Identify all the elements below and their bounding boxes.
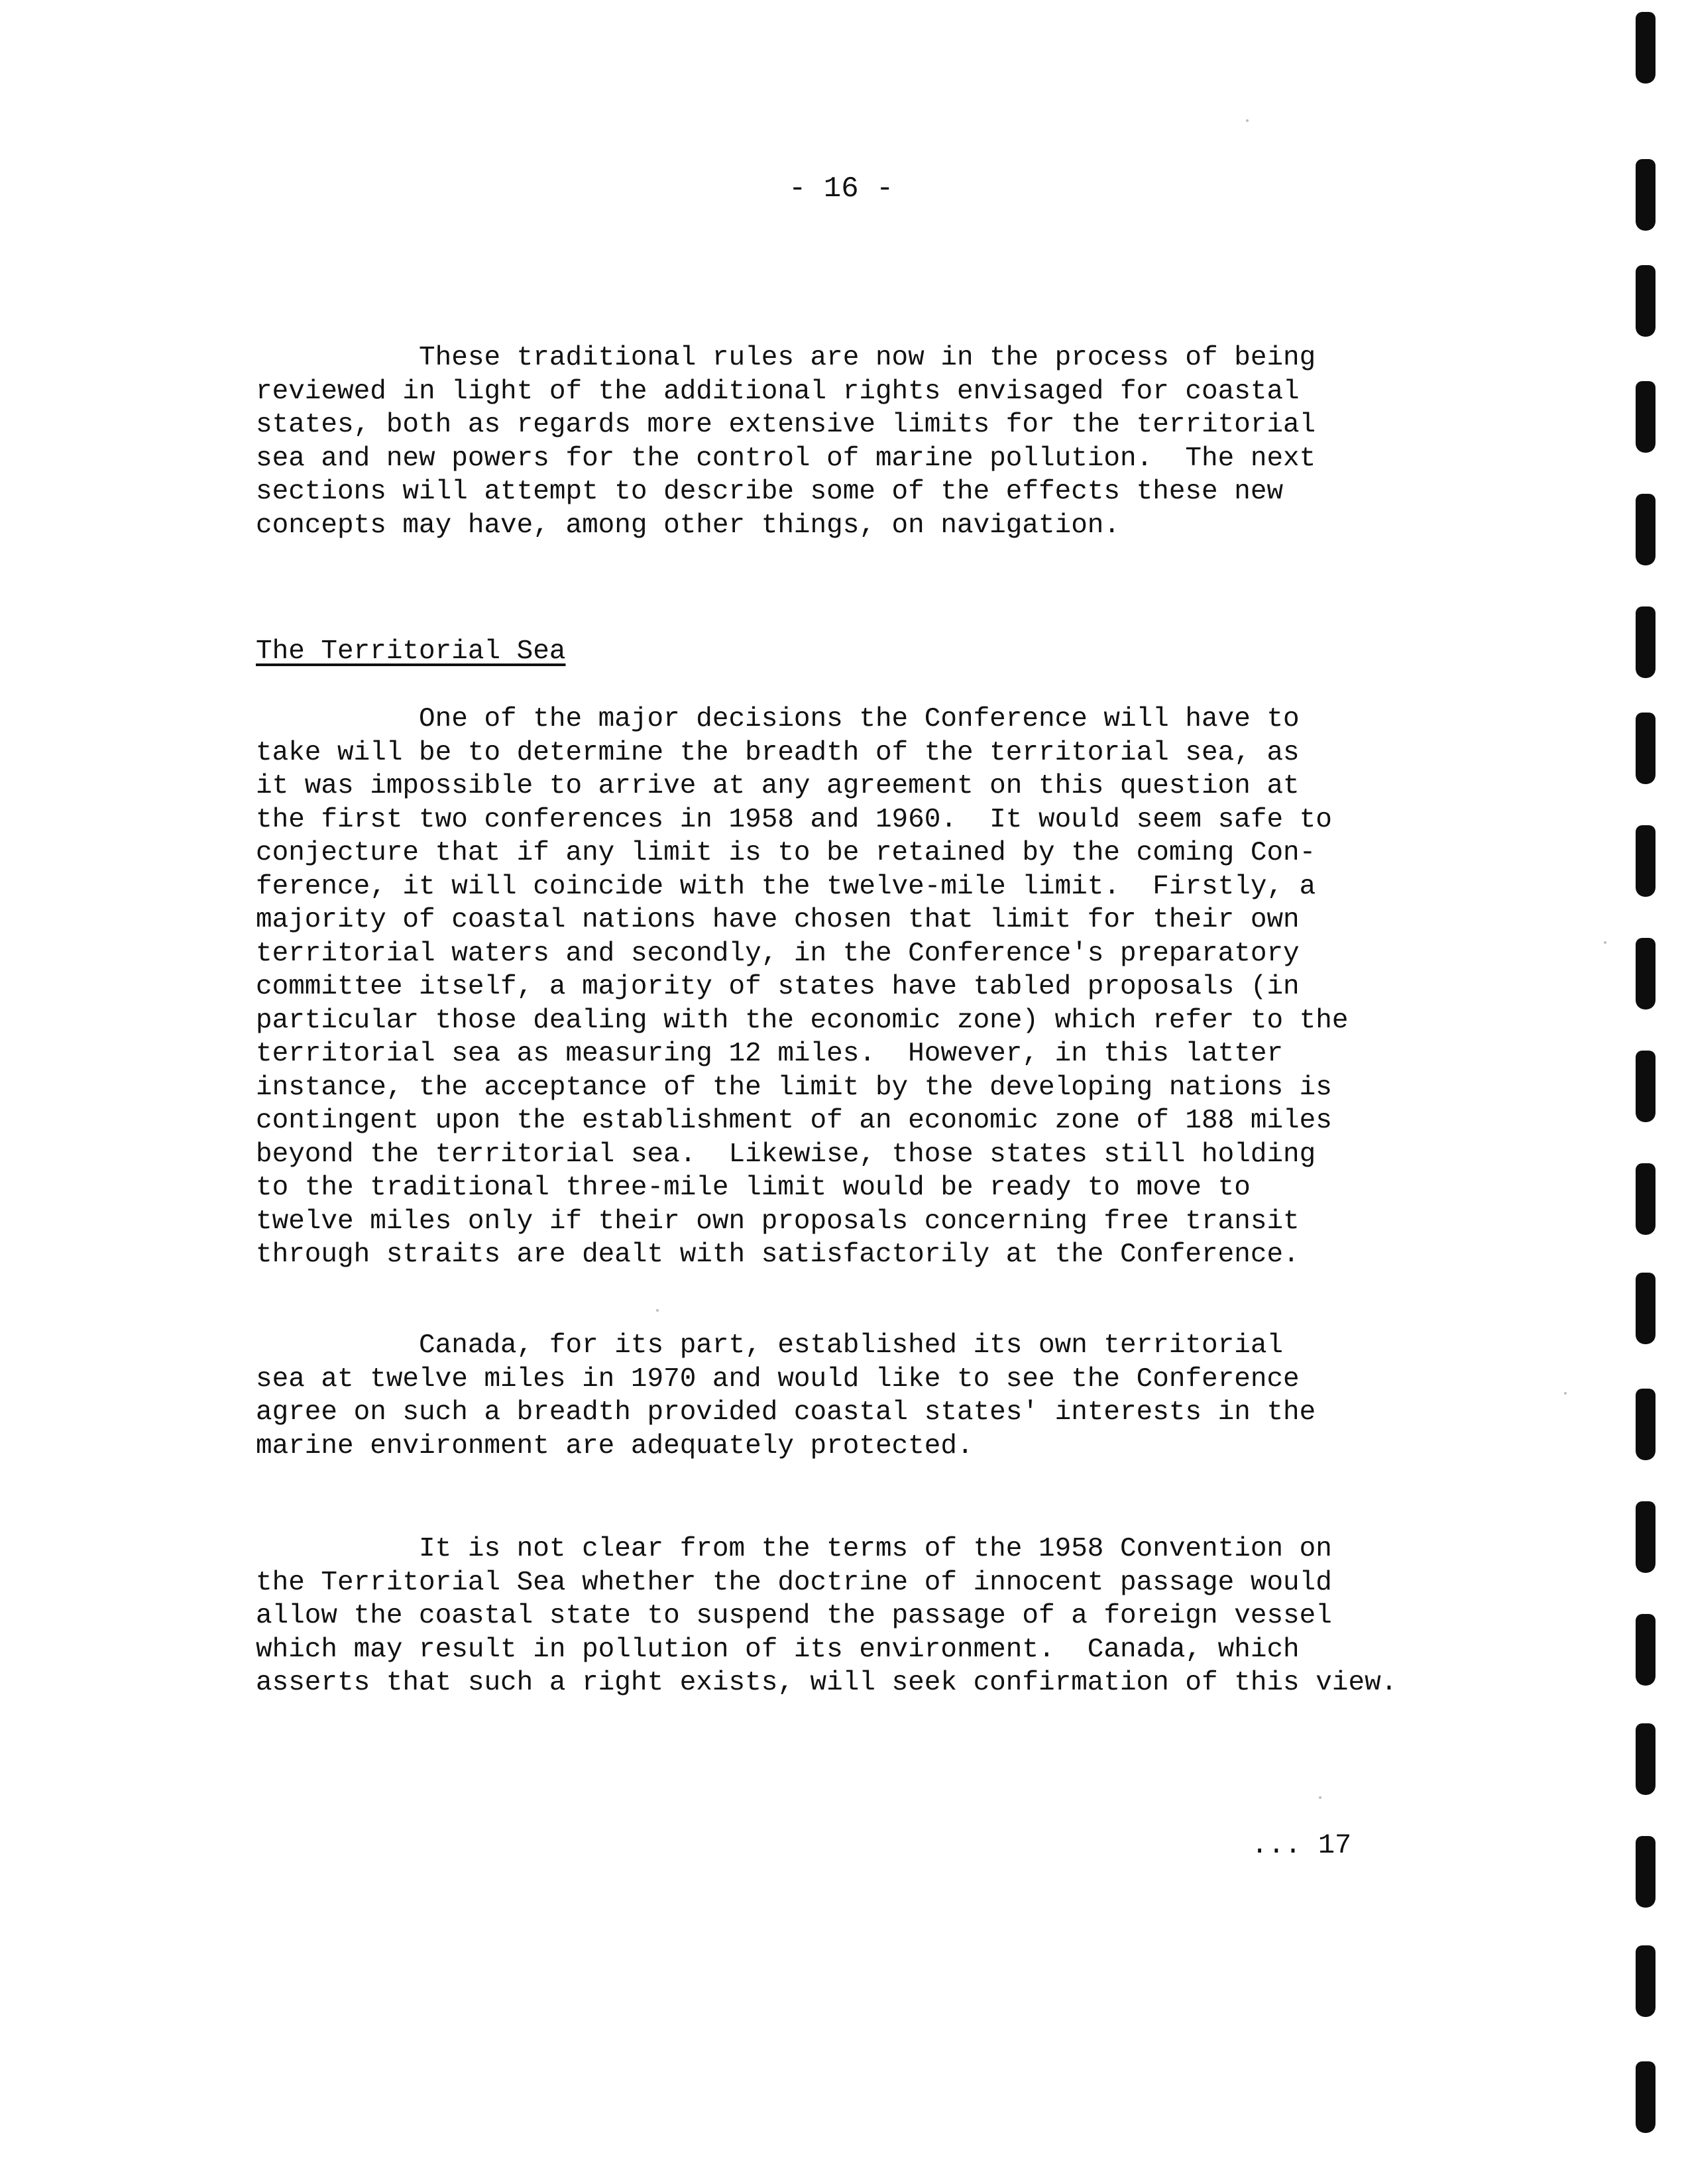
binding-hole [1636,1945,1656,2017]
section-heading-territorial-sea: The Territorial Sea [256,636,566,667]
binding-hole [1636,713,1656,784]
binding-hole [1636,1836,1656,1908]
binding-hole [1636,1389,1656,1460]
scan-speck [1246,119,1249,122]
continuation-marker: ... 17 [1251,1829,1352,1861]
binding-hole [1636,494,1656,565]
binding-hole [1636,1723,1656,1795]
binding-hole-strip [1629,0,1669,2184]
scan-speck [1319,1796,1321,1799]
paragraph-breadth-territorial-sea: One of the major decisions the Conference will have to take will be to determine the breadth of the territorial sea, as it was impossible to arrive at any agreement on this question at the first two conferences in 1958 and 1960. It would seem safe to conjecture that if any limit is to be retained by the coming Con- ference, it will coincide with the twelve-mile limit. Firstly, a majority of coastal nations have chosen that limit for their own territorial waters and secondly, in the Conference's preparatory committee itself, a majority of states have tabled proposals (in particular those dealing with the economic zone) which refer to the territorial sea as measuring 12 miles. However, in this latter instance, the acceptance of the limit by the developing nations is contingent upon the establishment of an economic zone of 188 miles beyond the territorial sea. Likewise, those states still holding to the traditional three-mile limit would be ready to move to twelve miles only if their own proposals concerning free transit through straits are dealt with satisfactorily at the Conference. [256,704,1349,1270]
paragraph-innocent-passage: It is not clear from the terms of the 1958 Convention on the Territorial Sea whether the doctrine of innocent passage would allow the coastal state to suspend the passage of a foreign vessel which may result in pollution of its environment. Canada, which asserts that such a right exists, will seek confirmation of this view. [256,1534,1398,1698]
page-number: - 16 - [789,172,894,205]
binding-hole [1636,938,1656,1009]
binding-hole [1636,1501,1656,1573]
binding-hole [1636,606,1656,678]
binding-hole [1636,265,1656,337]
binding-hole [1636,825,1656,897]
scan-speck [1564,1392,1567,1395]
binding-hole [1636,1163,1656,1235]
binding-hole [1636,2061,1656,2133]
binding-hole [1636,1051,1656,1122]
binding-hole [1636,1273,1656,1344]
binding-hole [1636,381,1656,453]
binding-hole [1636,159,1656,231]
paragraph-traditional-rules: These traditional rules are now in the process of being reviewed in light of the additional rights envisaged for coastal states, both as regards more extensive limits for the territorial sea and new powers for the control of marine pollution. The next sections will attempt to describe some of the effects these new concepts may have, among other things, on navigation. [256,343,1316,541]
scan-speck [656,1309,659,1312]
scan-speck [1604,941,1606,944]
binding-hole [1636,12,1656,84]
paragraph-canada-twelve-miles: Canada, for its part, established its own territorial sea at twelve miles in 1970 and would like to see the Conference agree on such a breadth provided coastal states' interests in the marine environment are adequately protected. [256,1330,1316,1462]
binding-hole [1636,1614,1656,1686]
